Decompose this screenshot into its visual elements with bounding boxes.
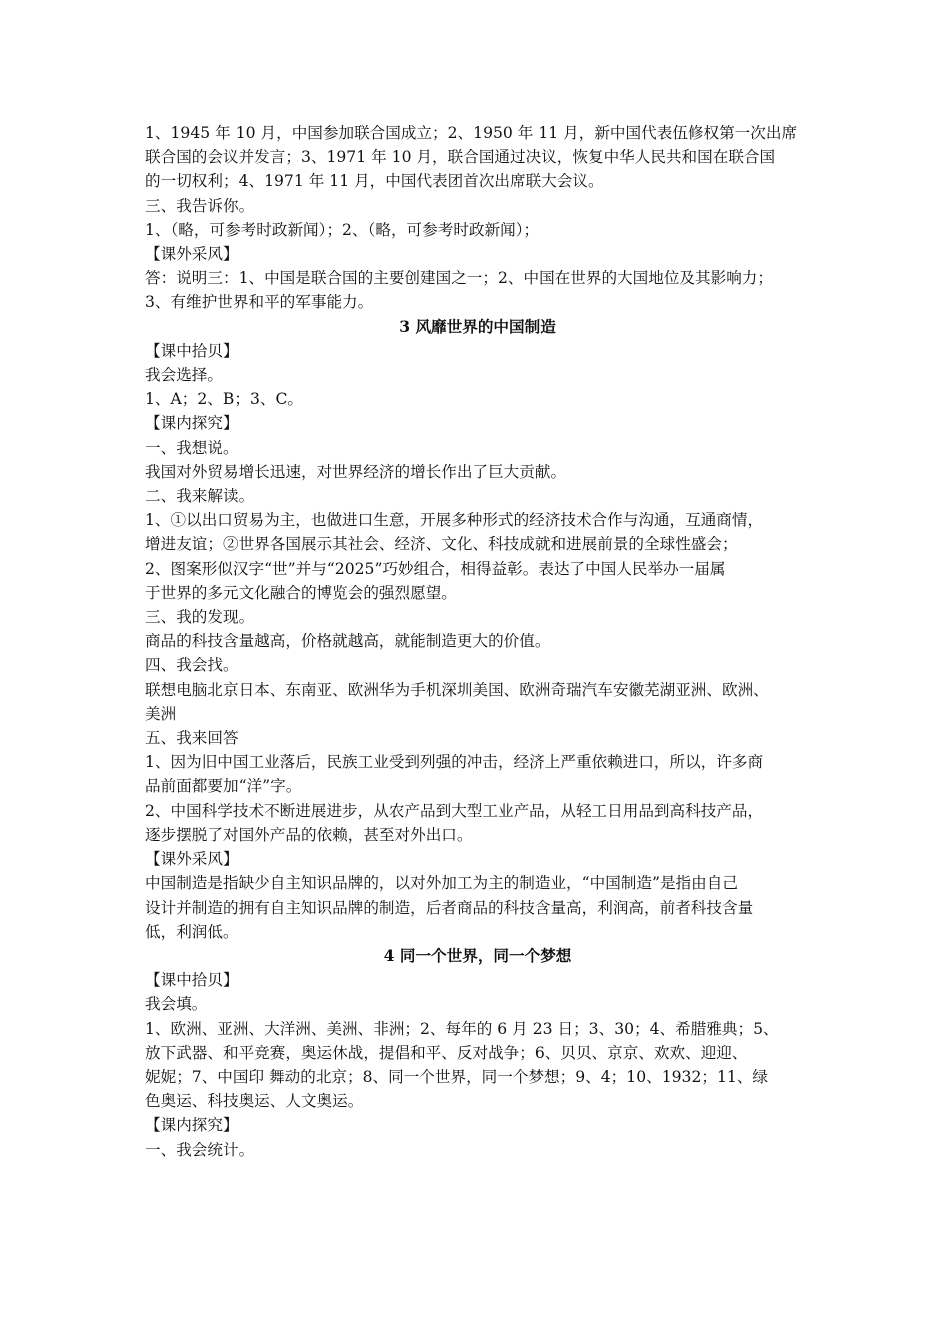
- text-line: 1、①以出口贸易为主，也做进口生意，开展多种形式的经济技术合作与沟通，互通商情，: [145, 511, 764, 530]
- text-line: 一、我会统计。: [145, 1140, 255, 1159]
- text-line: 联想电脑北京日本、东南亚、欧洲华为手机深圳美国、欧洲奇瑞汽车安徽芜湖亚洲、欧洲、: [145, 680, 769, 699]
- section-heading: 4 同一个世界，同一个梦想: [383, 945, 572, 965]
- text-line: 我会选择。: [145, 366, 223, 385]
- text-line: 商品的科技含量越高，价格就越高，就能制造更大的价值。: [145, 632, 551, 651]
- text-line: 四、我会找。: [145, 656, 239, 675]
- section-heading: 3 风靡世界的中国制造: [399, 316, 556, 336]
- text-line: 色奥运、科技奥运、人文奥运。: [145, 1092, 364, 1111]
- text-line: 【课内探究】: [145, 1116, 239, 1135]
- text-line: 答：说明三：1、中国是联合国的主要创建国之一；2、中国在世界的大国地位及其影响力；: [145, 269, 773, 288]
- text-line: 【课外采风】: [145, 850, 239, 869]
- text-line: 【课内探究】: [145, 414, 239, 433]
- text-line: 的一切权利；4、1971 年 11 月，中国代表团首次出席联大会议。: [145, 172, 604, 191]
- text-line: 三、我的发现。: [145, 608, 255, 627]
- text-line: 三、我告诉你。: [145, 196, 255, 215]
- text-line: 二、我来解读。: [145, 487, 255, 506]
- text-line: 【课中拾贝】: [145, 341, 239, 360]
- text-line: 2、中国科学技术不断进展进步，从农产品到大型工业产品，从轻工日用品到高科技产品，: [145, 801, 764, 820]
- text-line: 设计并制造的拥有自主知识品牌的制造，后者商品的科技含量高，利润高，前者科技含量: [145, 898, 754, 917]
- text-line: 中国制造是指缺少自主知识品牌的，以对外加工为主的制造业，“中国制造”是指由自己: [145, 874, 738, 893]
- text-line: 增进友谊；②世界各国展示其社会、经济、文化、科技成就和进展前景的全球性盛会；: [145, 535, 738, 554]
- text-line: 1、1945 年 10 月，中国参加联合国成立；2、1950 年 11 月，新中国代表伍修权第一次出席: [145, 124, 798, 142]
- text-line: 我会填。: [145, 995, 208, 1014]
- text-line: 联合国的会议并发言；3、1971 年 10 月，联合国通过决议，恢复中华人民共和国在联合国: [145, 148, 776, 167]
- text-line: 逐步摆脱了对国外产品的依赖，甚至对外出口。: [145, 825, 473, 844]
- text-line: 品前面都要加“洋”字。: [145, 777, 302, 796]
- text-line: 美洲: [145, 704, 177, 723]
- text-line: 【课外采风】: [145, 245, 239, 264]
- text-line: 低，利润低。: [145, 922, 239, 941]
- text-line: 一、我想说。: [145, 438, 239, 457]
- text-line: 1、因为旧中国工业落后，民族工业受到列强的冲击，经济上严重依赖进口，所以，许多商: [145, 753, 764, 772]
- text-line: 放下武器、和平竞赛，奥运休战，提倡和平、反对战争；6、贝贝、京京、欢欢、迎迎、: [145, 1043, 748, 1062]
- text-line: 1、A；2、B；3、C。: [145, 390, 303, 409]
- text-line: 【课中拾贝】: [145, 971, 239, 990]
- text-line: 2、图案形似汉字“世”并与“2025”巧妙组合，相得益彰。表达了中国人民举办一届属: [145, 559, 726, 578]
- text-line: 五、我来回答: [145, 729, 239, 748]
- text-line: 妮妮；7、中国印 舞动的北京；8、同一个世界，同一个梦想；9、4；10、1932；11、绿: [145, 1067, 769, 1086]
- text-line: 1、（略，可参考时政新闻）；2、（略，可参考时政新闻）；: [145, 220, 540, 239]
- text-line: 1、欧洲、亚洲、大洋洲、美洲、非洲；2、每年的 6 月 23 日；3、30；4、希腊雅典；5、: [145, 1019, 779, 1038]
- text-line: 3、有维护世界和平的军事能力。: [145, 293, 374, 312]
- text-line: 于世界的多元文化融合的博览会的强烈愿望。: [145, 583, 457, 602]
- text-line: 我国对外贸易增长迅速，对世界经济的增长作出了巨大贡献。: [145, 462, 567, 481]
